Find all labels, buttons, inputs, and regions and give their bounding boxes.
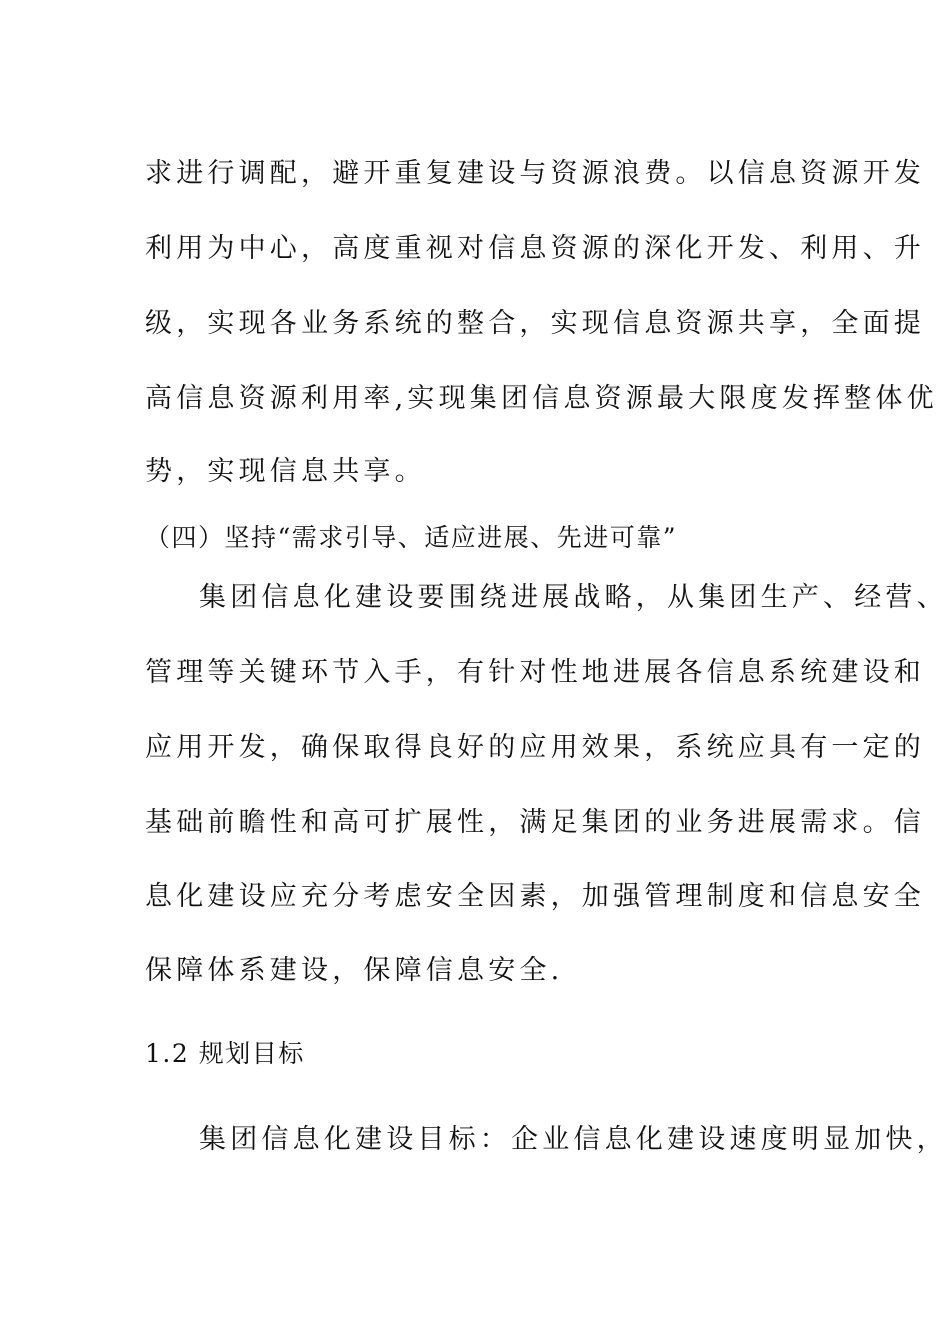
paragraph-2-line-4: 基础前瞻性和高可扩展性，满足集团的业务进展需求。信 (145, 807, 925, 838)
paragraph-2-line-6: 保障体系建设，保障信息安全. (145, 955, 564, 986)
subheading-four: （四）坚持“需求引导、适应进展、先进可靠” (145, 523, 678, 552)
paragraph-1-line-4: 高信息资源利用率,实现集团信息资源最大限度发挥整体优 (145, 383, 938, 414)
paragraph-1-line-5: 势，实现信息共享。 (145, 456, 426, 487)
paragraph-1-line-2: 利用为中心，高度重视对信息资源的深化开发、利用、升 (145, 233, 925, 264)
paragraph-2-line-2: 管理等关键环节入手，有针对性地进展各信息系统建设和 (145, 657, 925, 688)
paragraph-2-line-1: 集团信息化建设要围绕进展战略，从集团生产、经营、 (199, 582, 948, 613)
paragraph-1-line-3: 级，实现各业务系统的整合，实现信息资源共享，全面提 (145, 308, 925, 339)
paragraph-2-line-3: 应用开发，确保取得良好的应用效果，系统应具有一定的 (145, 732, 925, 763)
paragraph-3-line-1: 集团信息化建设目标：企业信息化建设速度明显加快， (199, 1124, 948, 1155)
section-heading: 1.2 规划目标 (145, 1039, 305, 1068)
paragraph-1-line-1: 求进行调配，避开重复建设与资源浪费。以信息资源开发 (145, 158, 925, 189)
paragraph-2-line-5: 息化建设应充分考虑安全因素，加强管理制度和信息安全 (145, 881, 925, 912)
